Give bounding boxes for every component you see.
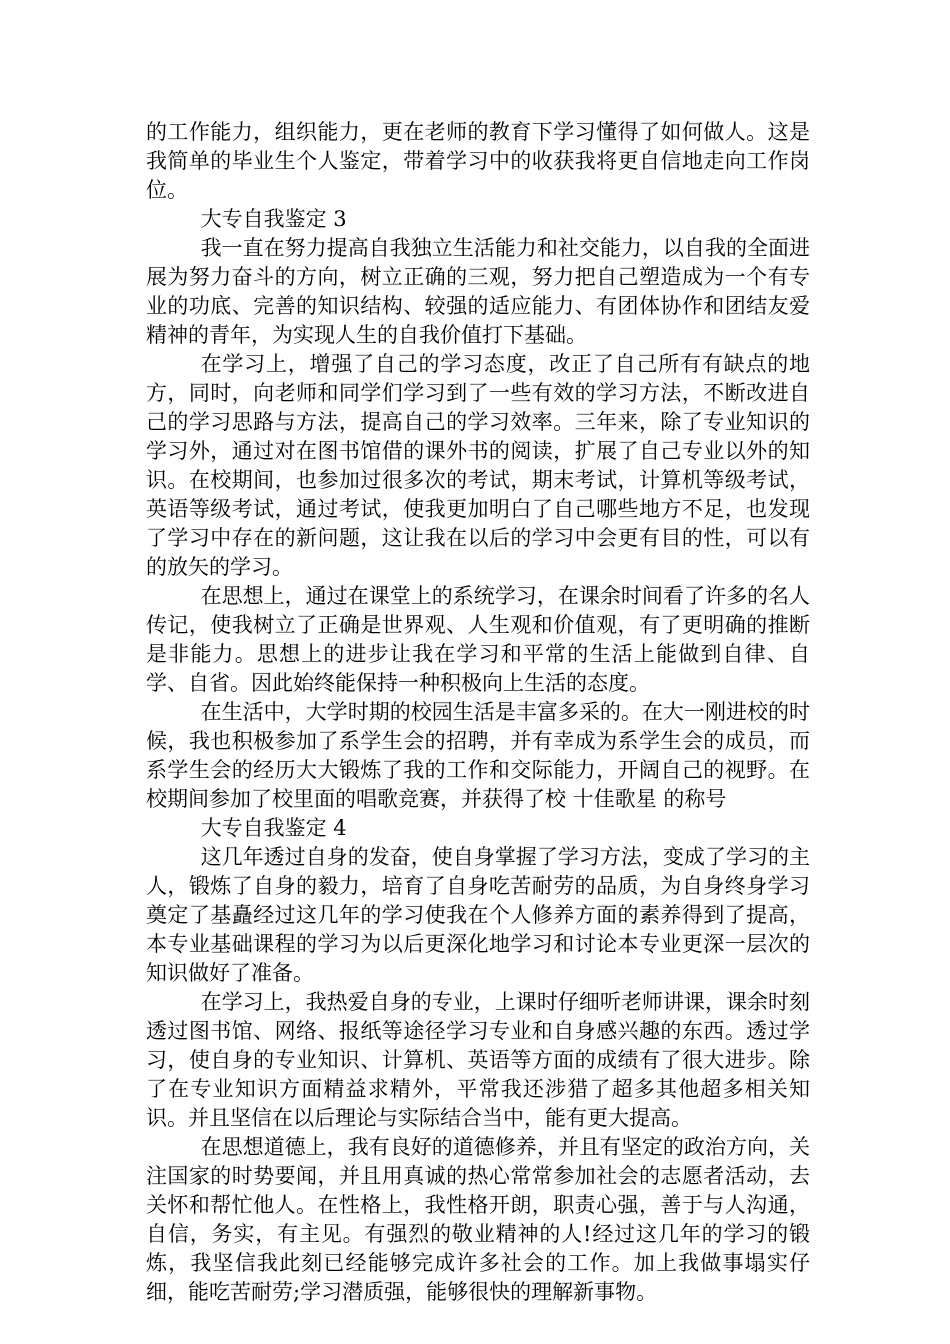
section-heading-3: 大专自我鉴定 3 xyxy=(200,207,347,231)
paragraph: 在生活中，大学时期的校园生活是丰富多采的。在大一刚进校的时候，我也积极参加了系学生会的招聘，并有幸成为系学生会的成员，而系学生会的经历大大锻炼了我的工作和交际能力，开阔自己的视野。在校期间参加了校里面的唱歌竞赛，并获得了校 十佳歌星 的称号 xyxy=(146,700,810,811)
paragraph: 在思想上，通过在课堂上的系统学习，在课余时间看了许多的名人传记，使我树立了正确是世界观、人生观和价值观，有了更明确的推断是非能力。思想上的进步让我在学习和平常的生活上能做到自律、自学、自省。因此始终能保持一种积极向上生活的态度。 xyxy=(146,584,810,695)
section-heading-4: 大专自我鉴定 4 xyxy=(200,816,347,840)
paragraph-continued: 的工作能力，组织能力，更在老师的教育下学习懂得了如何做人。这是我简单的毕业生个人鉴定，带着学习中的收获我将更自信地走向工作岗位。 xyxy=(146,120,810,202)
paragraph: 这几年透过自身的发奋，使自身掌握了学习方法，变成了学习的主人，锻炼了自身的毅力，培育了自身吃苦耐劳的品质，为自身终身学习奠定了基矗经过这几年的学习使我在个人修养方面的素养得到了提高，本专业基础课程的学习为以后更深化地学习和讨论本专业更深一层次的知识做好了准备。 xyxy=(146,845,810,985)
paragraph: 在学习上，我热爱自身的专业，上课时仔细听老师讲课，课余时刻透过图书馆、网络、报纸等途径学习专业和自身感兴趣的东西。透过学习，使自身的专业知识、计算机、英语等方面的成绩有了很大进步。除了在专业知识方面精益求精外，平常我还涉猎了超多其他超多相关知识。并且坚信在以后理论与实际结合当中，能有更大提高。 xyxy=(146,990,810,1130)
paragraph: 在学习上，增强了自己的学习态度，改正了自己所有有缺点的地方，同时，向老师和同学们学习到了一些有效的学习方法，不断改进自己的学习思路与方法，提高自己的学习效率。三年来，除了专业知识的学习外，通过对在图书馆借的课外书的阅读，扩展了自己专业以外的知识。在校期间，也参加过很多次的考试，期末考试，计算机等级考试，英语等级考试，通过考试，使我更加明白了自己哪些地方不足，也发现了学习中存在的新问题，这让我在以后的学习中会更有目的性，可以有的放矢的学习。 xyxy=(146,352,810,579)
paragraph: 在思想道德上，我有良好的道德修养，并且有坚定的政治方向，关注国家的时势要闻，并且用真诚的热心常常参加社会的志愿者活动，去关怀和帮忙他人。在性格上，我性格开朗，职责心强，善于与人沟通，自信，务实，有主见。有强烈的敬业精神的人!经过这几年的学习的锻炼，我坚信我此刻已经能够完成许多社会的工作。加上我做事塌实仔细，能吃苦耐劳;学习潜质强，能够很快的理解新事物。 xyxy=(146,1135,810,1304)
paragraph: 我一直在努力提高自我独立生活能力和社交能力，以自我的全面进展为努力奋斗的方向，树立正确的三观，努力把自己塑造成为一个有专业的功底、完善的知识结构、较强的适应能力、有团体协作和团结友爱精神的青年，为实现人生的自我价值打下基础。 xyxy=(146,236,810,347)
document-page xyxy=(146,118,810,1307)
